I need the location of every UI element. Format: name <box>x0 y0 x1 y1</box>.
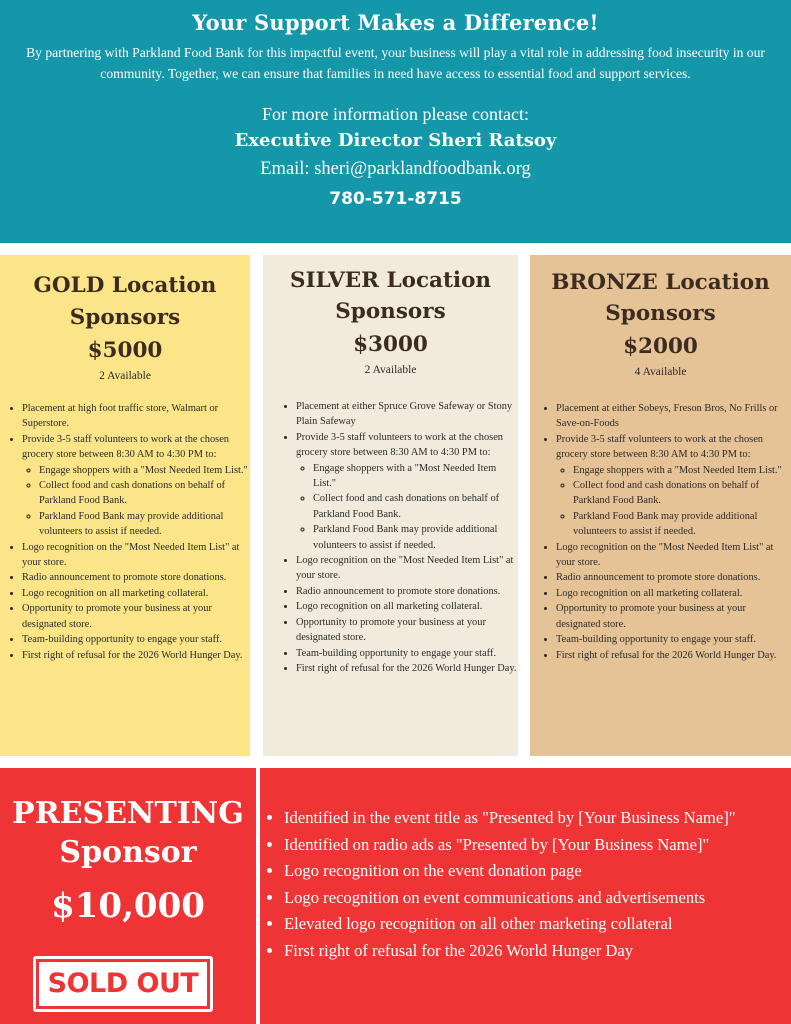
list-item: • Opportunity to promote your business at your designated store. <box>556 601 790 632</box>
list-item: • Radio announcement to promote store donations. <box>22 570 248 585</box>
bronze-tier-card <box>530 255 791 756</box>
presenting-benefits-panel <box>260 768 791 1024</box>
list-item: • Logo recognition on all marketing collateral. <box>22 586 248 601</box>
sub-list-item: ◦ Collect food and cash donations on behalf of Parkland Food Bank. <box>39 478 248 509</box>
silver-tier-title-line1: SILVER Location <box>289 268 492 293</box>
list-item: • Logo recognition on all marketing collateral. <box>296 599 520 614</box>
list-item-text: Provide 3-5 staff volunteers to work at the chosen grocery store between 8:30 AM to 4:30 PM to: <box>22 433 229 461</box>
list-item-text: Provide 3-5 staff volunteers to work at the chosen grocery store between 8:30 AM to 4:30 PM to: <box>296 431 503 459</box>
silver-tier-price: $3000 <box>353 332 428 357</box>
list-item: • Placement at either Sobeys, Freson Bros, No Frills or Save-on-Foods <box>556 401 790 432</box>
list-item: • Logo recognition on the "Most Needed Item List" at your store. <box>296 553 520 584</box>
list-item: • Opportunity to promote your business at your designated store. <box>22 601 248 632</box>
list-item: • Identified on radio ads as "Presented by [Your Business Name]" <box>284 832 789 859</box>
list-item: • Logo recognition on the event donation page <box>284 858 789 885</box>
list-item: • First right of refusal for the 2026 World Hunger Day <box>284 938 789 965</box>
list-item: • First right of refusal for the 2026 World Hunger Day. <box>22 648 248 663</box>
bronze-tier-title-line2: Sponsors <box>605 301 716 326</box>
contact-phone[interactable]: 780-571-8715 <box>329 189 462 209</box>
presenting-title-line1: PRESENTING <box>12 796 244 831</box>
list-item: • Opportunity to promote your business at your designated store. <box>296 615 520 646</box>
bronze-tier-price: $2000 <box>623 334 698 359</box>
sub-list <box>556 463 790 540</box>
gold-tier-card <box>0 255 250 756</box>
header-banner <box>0 0 791 243</box>
sub-list <box>22 463 248 540</box>
list-item <box>296 430 520 553</box>
intro-paragraph: By partnering with Parkland Food Bank for this impactful event, your business will play a vital role in addressing food insecurity in our community. Together, we can ensure that families in need have access to essential food and support services. <box>26 45 765 81</box>
contact-lead: For more information please contact: <box>262 104 529 124</box>
contact-email[interactable]: Email: sheri@parklandfoodbank.org <box>260 159 531 179</box>
contact-name: Executive Director Sheri Ratsoy <box>234 130 557 151</box>
bronze-tier-title-line1: BRONZE Location <box>551 270 770 295</box>
bronze-tier-benefits <box>544 401 790 663</box>
page-title: Your Support Makes a Difference! <box>192 10 599 35</box>
gold-tier-availability: 2 Available <box>99 370 151 382</box>
list-item: • Placement at either Spruce Grove Safeway or Stony Plain Safeway <box>296 399 520 430</box>
list-item-text: Provide 3-5 staff volunteers to work at the chosen grocery store between 8:30 AM to 4:30 PM to: <box>556 433 763 461</box>
list-item: • Logo recognition on event communications and advertisements <box>284 885 789 912</box>
list-item: • Logo recognition on all marketing collateral. <box>556 586 790 601</box>
gold-tier-price: $5000 <box>87 338 163 363</box>
sub-list-item: ◦ Parkland Food Bank may provide additional volunteers to assist if needed. <box>573 509 790 540</box>
sub-list-item: ◦ Collect food and cash donations on behalf of Parkland Food Bank. <box>573 478 790 509</box>
sold-out-label: SOLD OUT <box>39 962 207 1006</box>
list-item: • Team-building opportunity to engage your staff. <box>556 632 790 647</box>
sold-out-stamp <box>33 956 213 1012</box>
silver-tier-card <box>263 255 518 756</box>
list-item: • Radio announcement to promote store donations. <box>296 584 520 599</box>
list-item: • First right of refusal for the 2026 World Hunger Day. <box>556 648 790 663</box>
sub-list-item: ◦ Parkland Food Bank may provide additional volunteers to assist if needed. <box>39 509 248 540</box>
gold-tier-title-line2: Sponsors <box>69 305 181 330</box>
sub-list-item: ◦ Parkland Food Bank may provide additional volunteers to assist if needed. <box>313 522 520 553</box>
silver-tier-title-line2: Sponsors <box>335 299 446 324</box>
list-item: • Team-building opportunity to engage your staff. <box>296 646 520 661</box>
list-item <box>556 432 790 540</box>
presenting-price: $10,000 <box>51 886 205 926</box>
gold-tier-title-line1: GOLD Location <box>33 273 217 298</box>
sub-list <box>296 461 520 553</box>
list-item: • Elevated logo recognition on all other marketing collateral <box>284 911 789 938</box>
list-item: • Logo recognition on the "Most Needed Item List" at your store. <box>556 540 790 571</box>
presenting-benefits-list <box>265 805 789 964</box>
sub-list-item: ◦ Collect food and cash donations on behalf of Parkland Food Bank. <box>313 491 520 522</box>
list-item: • Radio announcement to promote store donations. <box>556 570 790 585</box>
sub-list-item: ◦ Engage shoppers with a "Most Needed Item List." <box>39 463 248 478</box>
silver-tier-availability: 2 Available <box>364 364 417 376</box>
presenting-title-line2: Sponsor <box>59 835 197 870</box>
list-item <box>22 432 248 540</box>
gold-tier-benefits <box>10 401 248 663</box>
list-item: • Placement at high foot traffic store, Walmart or Superstore. <box>22 401 248 432</box>
list-item: • Identified in the event title as "Presented by [Your Business Name]" <box>284 805 789 832</box>
sub-list-item: ◦ Engage shoppers with a "Most Needed Item List." <box>313 461 520 492</box>
list-item: • First right of refusal for the 2026 World Hunger Day. <box>296 661 520 676</box>
list-item: • Team-building opportunity to engage your staff. <box>22 632 248 647</box>
sub-list-item: ◦ Engage shoppers with a "Most Needed Item List." <box>573 463 790 478</box>
silver-tier-benefits <box>284 399 520 676</box>
bronze-tier-availability: 4 Available <box>634 366 687 378</box>
presenting-sponsor-card <box>0 768 256 1024</box>
list-item: • Logo recognition on the "Most Needed Item List" at your store. <box>22 540 248 571</box>
